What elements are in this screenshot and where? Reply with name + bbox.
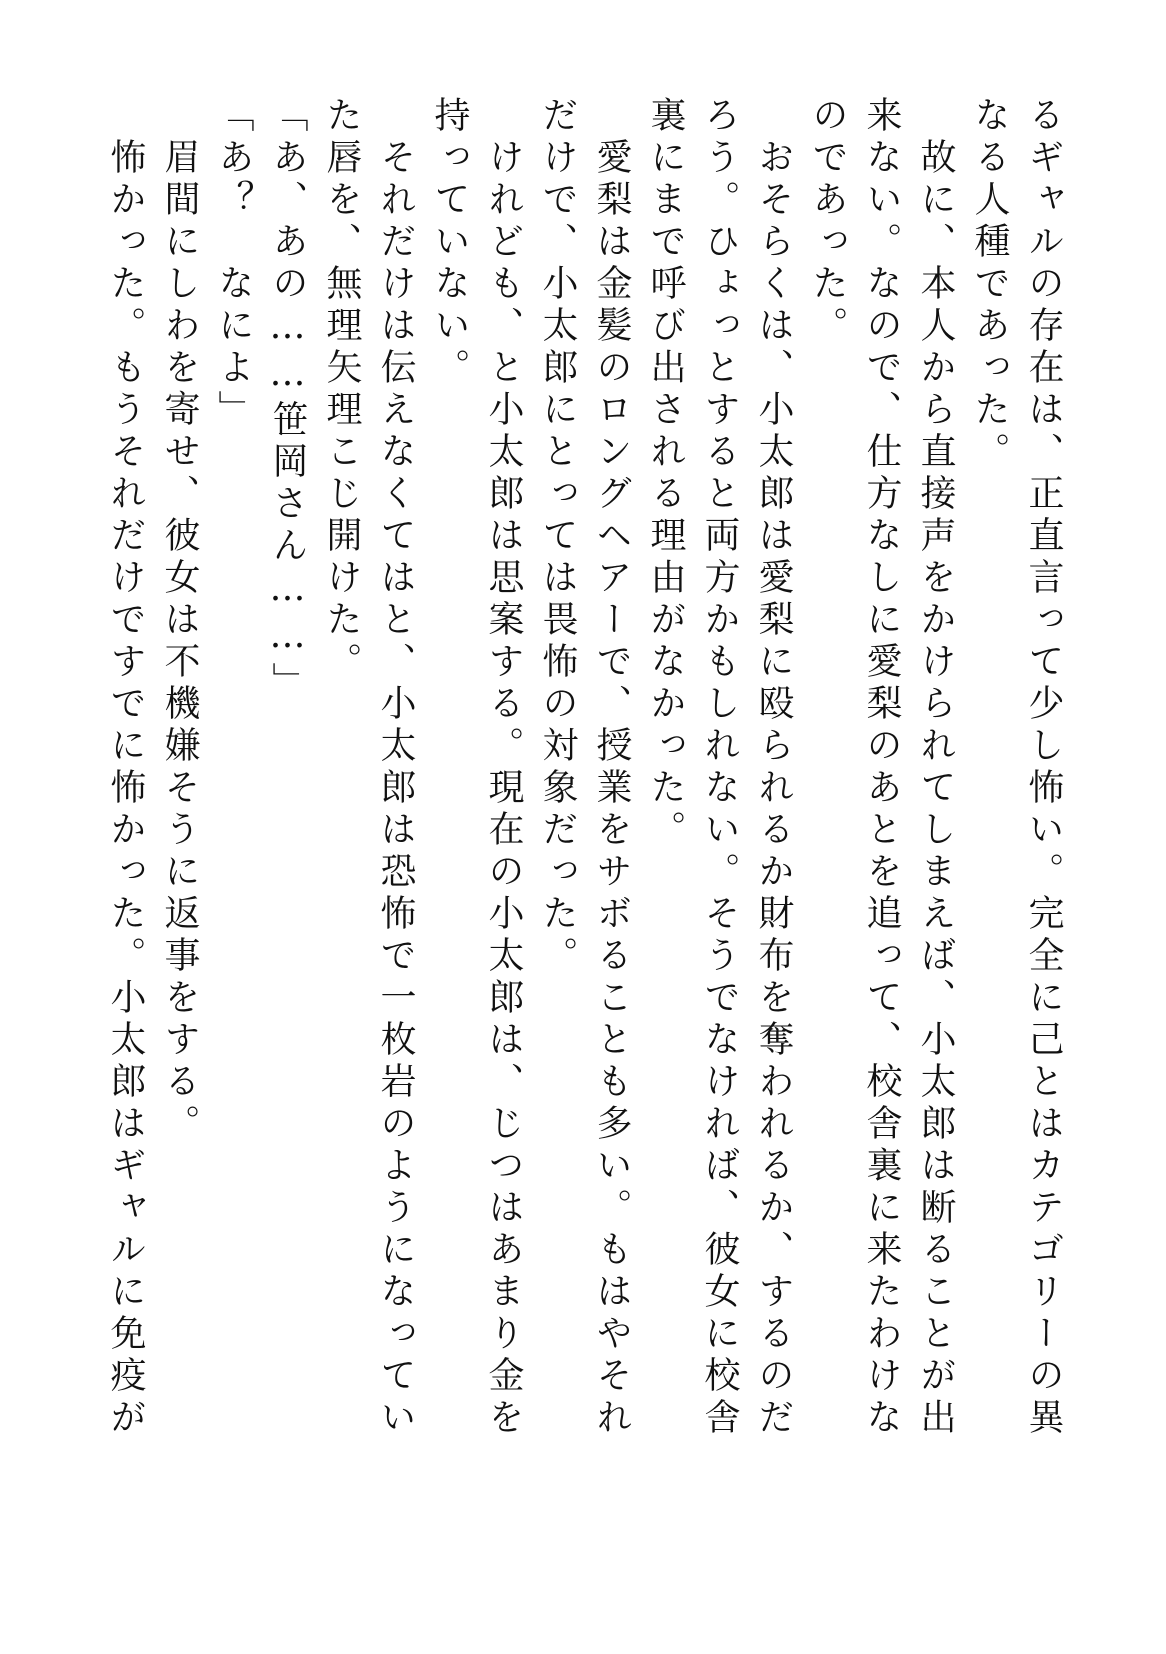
text-line: 眉間にしわを寄せ、彼女は不機嫌そうに返事をする。: [159, 96, 200, 1146]
text-line: 来ない。なので、仕方なしに愛梨のあとを追って、校舎裏に来たわけな: [861, 96, 902, 1440]
text-line: 「あ？ なによ」: [213, 96, 254, 432]
text-line: 愛梨は金髪のロングヘアーで、授業をサボることも多い。もはやそれ: [591, 96, 632, 1440]
text-line: 故に、本人から直接声をかけられてしまえば、小太郎は断ることが出: [915, 96, 956, 1440]
text-line: 怖かった。もうそれだけですでに怖かった。小太郎はギャルに免疫が: [105, 96, 146, 1440]
text-line: 裏にまで呼び出される理由がなかった。: [645, 96, 686, 852]
text-line: だけで、小太郎にとっては畏怖の対象だった。: [537, 96, 578, 978]
text-line: 「あ、あの……笹岡さん……」: [267, 96, 308, 704]
text-line: けれども、と小太郎は思案する。現在の小太郎は、じつはあまり金を: [483, 96, 524, 1440]
text-line: のであった。: [807, 96, 848, 348]
text-line: 持っていない。: [429, 96, 470, 390]
text-line: た唇を、無理矢理こじ開けた。: [321, 96, 362, 684]
text-line: それだけは伝えなくてはと、小太郎は恐怖で一枚岩のようになってい: [375, 96, 416, 1440]
text-line: おそらくは、小太郎は愛梨に殴られるか財布を奪われるか、するのだ: [753, 96, 794, 1440]
text-line: なる人種であった。: [969, 96, 1010, 474]
text-line: ろう。ひょっとすると両方かもしれない。そうでなければ、彼女に校舎: [699, 96, 740, 1440]
vertical-text-body: [98, 96, 1070, 1576]
text-line: るギャルの存在は、正直言って少し怖い。完全に己とはカテゴリーの異: [1023, 96, 1064, 1440]
